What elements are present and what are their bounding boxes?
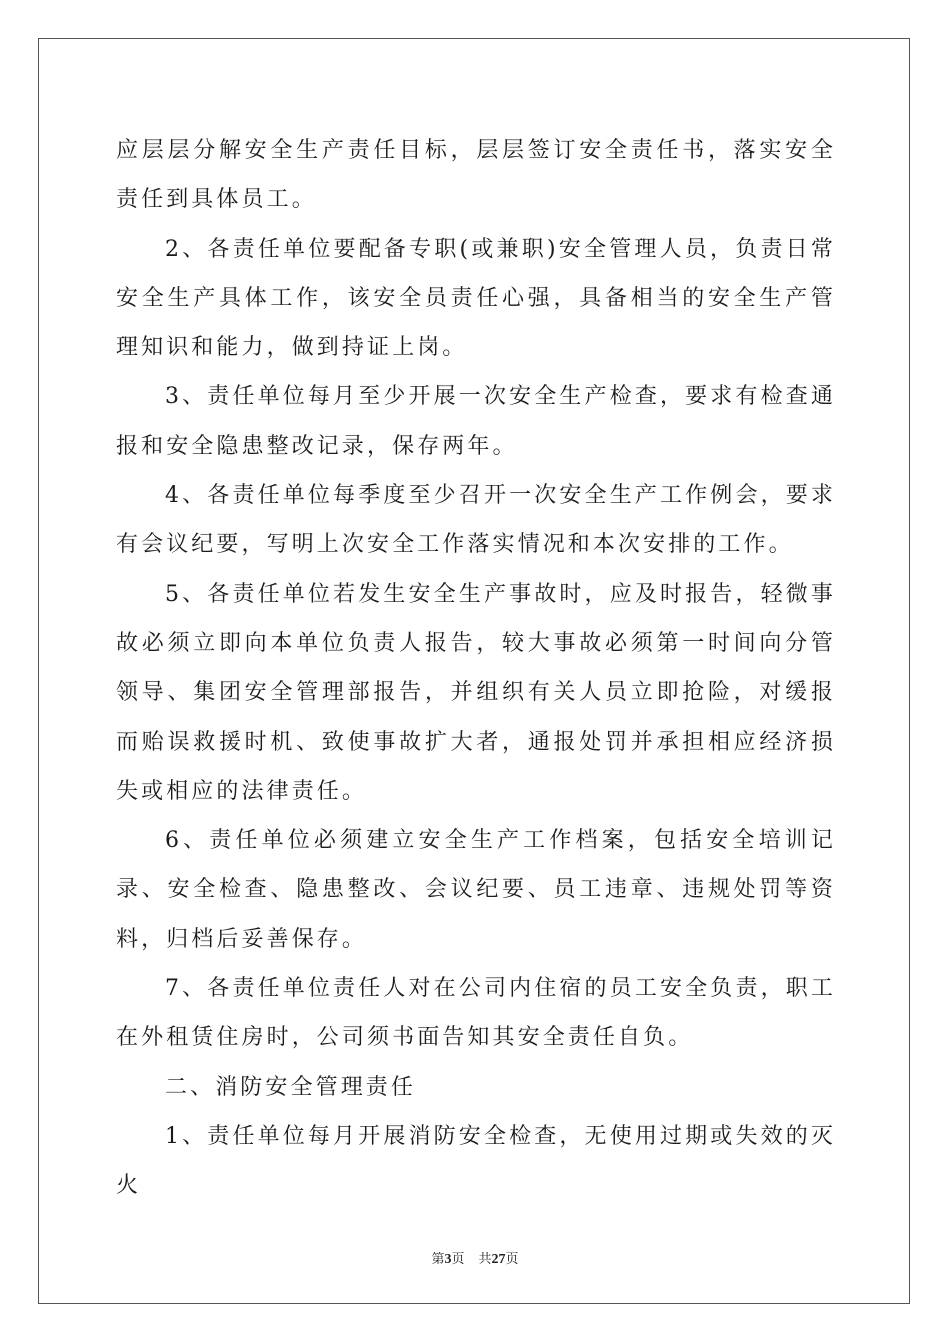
- paragraph: 应层层分解安全生产责任目标，层层签订安全责任书，落实安全责任到具体员工。: [116, 138, 836, 213]
- section-heading: 二、消防安全管理责任: [165, 1074, 417, 1100]
- paragraph: 7、各责任单位责任人对在公司内住宿的员工安全负责，职工在外租赁住房时，公司须书面告知其安全责任自负。: [116, 976, 836, 1051]
- document-body: [116, 126, 836, 1211]
- paragraph: 4、各责任单位每季度至少召开一次安全生产工作例会，要求有会议纪要，写明上次安全工作落实情况和本次安排的工作。: [116, 483, 836, 558]
- page-number: 3: [444, 1252, 452, 1267]
- paragraph: 5、各责任单位若发生安全生产事故时，应及时报告，轻微事故必须立即向本单位负责人报告，较大事故必须第一时间向分管领导、集团安全管理部报告，并组织有关人员立即抢险，对缓报而贻误救援时机、致使事故扩大者，通报处罚并承担相应经济损失或相应的法律责任。: [116, 581, 836, 804]
- total-suffix: 页: [505, 1252, 519, 1267]
- page-suffix: 页: [451, 1252, 465, 1267]
- paragraph: 3、责任单位每月至少开展一次安全生产检查，要求有检查通报和安全隐患整改记录，保存两年。: [116, 384, 836, 459]
- total-pages: 27: [491, 1252, 506, 1267]
- paragraph: 6、责任单位必须建立安全生产工作档案，包括安全培训记录、安全检查、隐患整改、会议纪要、员工违章、违规处罚等资料，归档后妥善保存。: [116, 828, 836, 952]
- page-prefix: 第: [431, 1252, 445, 1267]
- paragraph: 1、责任单位每月开展消防安全检查，无使用过期或失效的灭火: [116, 1123, 836, 1199]
- page-footer: [0, 1248, 950, 1268]
- paragraph: 2、各责任单位要配备专职(或兼职)安全管理人员，负责日常安全生产具体工作，该安全员责任心强，具备相当的安全生产管理知识和能力，做到持证上岗。: [116, 236, 836, 361]
- total-prefix: 共: [478, 1252, 492, 1267]
